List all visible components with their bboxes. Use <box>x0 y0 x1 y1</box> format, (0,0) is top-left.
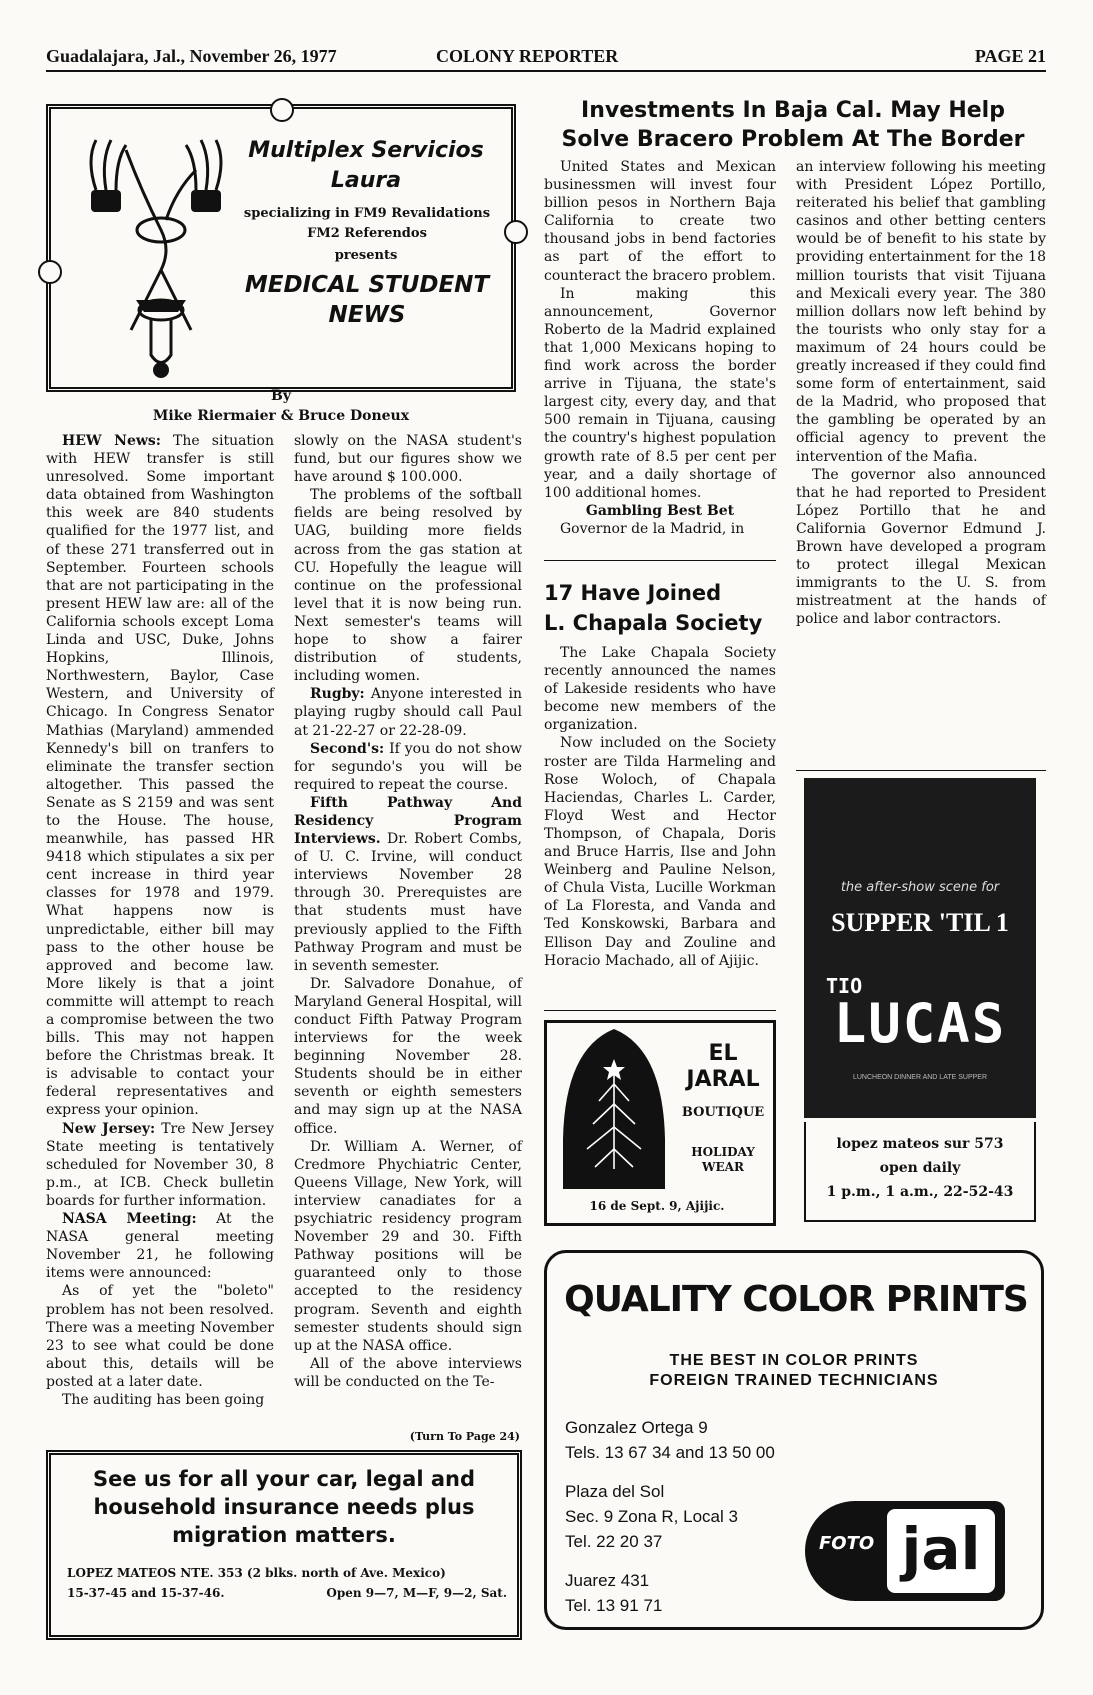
text: At the NASA general meeting November 21, he following items were announced: <box>46 1211 274 1282</box>
jaral-name-line1: EL <box>708 1041 738 1066</box>
lead: Fifth Pathway And Residency Program Interviews. <box>294 794 522 848</box>
jaral-wear-line2: WEAR <box>702 1160 744 1174</box>
lucas-hours: 1 p.m., 1 a.m., 22-52-43 <box>826 1184 1014 1200</box>
lead: HEW News: <box>62 433 161 449</box>
newspaper-name: COLONY REPORTER <box>436 46 619 66</box>
ad-news-line1: MEDICAL STUDENT <box>244 272 490 298</box>
qcp-loc1-phone: Tels. 13 67 34 and 13 50 00 <box>565 1443 775 1462</box>
header-rule <box>46 70 1046 72</box>
text: The situation with HEW transfer is still unresolved. Some important data obtained from Washington this week are 840 students qualified for the 1977 list, and of these 271 transferred out in September. Fourteen schools that are not participating in the present HEW law are: all of the California schools except Loma Linda and USC, Duke, Johns Hopkins, Illinois, Northwestern, Baylor, Case Western, and University of Chicago. In Congress Senator Mathias (Maryland) ammended Kennedy's bill on tranfers to eliminate the transfer section altogether. This passed the Senate as S 2159 and was sent to the House. The house, meanwhile, has passed HR 9418 which stipulates a six per cent increase in third year classes for 1978 and 1979. What happens now is unpredictable, either bill may pass to the other house be approved and become law. More likely is that a joint committe will attempt to reach a compromise between the two bills. This may not happen before the Christmas break. It is advisable to contact your federal representatives and express your opinion. <box>46 433 274 1119</box>
ornament-top-icon <box>270 98 294 122</box>
divider <box>796 770 1046 771</box>
insurance-address: LOPEZ MATEOS NTE. 353 (2 blks. north of Ave. Mexico) <box>67 1566 446 1580</box>
foto-jal-logo-icon <box>805 1501 1005 1601</box>
para-program <box>796 466 1046 629</box>
insurance-line3: migration matters. <box>172 1523 396 1547</box>
qcp-loc2-address: Sec. 9 Zona R, Local 3 <box>565 1507 738 1526</box>
insurance-hours: Open 9—7, M—F, 9—2, Sat. <box>326 1586 507 1600</box>
page-header <box>46 46 1046 72</box>
ad-news-title <box>242 270 492 330</box>
insurance-headline <box>51 1465 517 1549</box>
text: If you do not show for segundo's you will be required to repeat the course. <box>294 740 522 793</box>
lucas-address: lopez mateos sur 573 <box>836 1136 1004 1152</box>
lead: NASA Meeting: <box>62 1211 197 1228</box>
lucas-name: LUCAS <box>833 992 1007 1055</box>
para-announcement <box>544 285 776 502</box>
ornament-left-icon <box>38 260 62 284</box>
qcp-loc2-phone: Tel. 22 20 37 <box>565 1532 663 1551</box>
qcp-brand: QUALITY COLOR PRINTS <box>564 1279 1028 1320</box>
multiplex-ad <box>46 100 516 392</box>
text: In making this announcement, Governor Roberto de la Madrid explained that 1,000 Mexicans hoping to find work across the border arrive in Tijuana, the state's largest city, every day, and that 500 remain in Tijuana, causing the country's highest population growth rate of 8.5 per cent per year, and a daily shortage of 100 additional homes. <box>544 285 776 501</box>
byline-authors: Mike Riermaier & Bruce Doneux <box>152 408 410 424</box>
para-softball <box>294 486 522 685</box>
text: Now included on the Society roster are Tilda Harmeling and Rose Woloch, of Chapala Haciendas, Charles L. Carder, Floyd West and Hector Thompson, of Chapala, Doris and Bruce Harris, Ilse and John Weinberg and Pauline Nelson, of Chula Vista, Lucille Workman of La Floresta, and Vanda and Ted Konskowski, Barbara and Ellison Day and Zouline and Horacio Machado, all of Ajijic. <box>544 735 776 969</box>
insurance-phones: 15-37-45 and 15-37-46. <box>67 1586 225 1600</box>
divider <box>544 1010 776 1011</box>
jaral-address: 16 de Sept. 9, Ajijic. <box>589 1199 725 1213</box>
divider <box>544 560 776 561</box>
lead: Rugby: <box>310 686 365 703</box>
para-nasa <box>46 1210 274 1282</box>
text: Anyone interested in playing rugby should call Paul at 21-22-27 or 22-28-09. <box>294 686 522 739</box>
medical-news-col2 <box>294 432 522 1391</box>
ad-specialty-line2: FM2 Referendos <box>307 226 427 241</box>
text: an interview following his meeting with President López Portillo, reiterated his belief that gambling casinos and other betting centers would be of benefit to his state by providing entertainment for the 18 million tourists that visit Tijuana and Mexicali every year. The 380 million dollars now left behind by the tourists who only stay for a maximum of 24 hours could be greatly increased if they could find some form of entertainment, said de la Madrid, who proposed that the gambling be operated by an official agency to prevent the intervention of the Mafia. <box>796 159 1046 465</box>
baja-headline <box>540 96 1046 154</box>
text: Dr. William A. Werner, of Credmore Phychiatric Center, Queens Village, New York, will interview canadiates for a psychiatric residency program November 29 and 30. Fifth Pathway positions will be guaranteed only to those accepted to the residency program. Seventh and eighth semester students should sign up at the NASA office. <box>294 1138 522 1354</box>
jaral-name <box>673 1041 773 1093</box>
chapala-body <box>544 644 776 970</box>
jaral-wear-line1: HOLIDAY <box>691 1145 755 1159</box>
text: The auditing has been going <box>62 1391 265 1408</box>
ad-title-line2: Laura <box>330 168 402 193</box>
qcp-tagline-line1: THE BEST IN COLOR PRINTS <box>669 1352 919 1369</box>
text: All of the above interviews will be conducted on the Te- <box>294 1355 522 1390</box>
text: As of yet the "boleto" problem has not been resolved. There was a meeting November 23 to see what could be done about this, details will be posted at a later date. <box>46 1283 274 1390</box>
ad-specialty-line1: specializing in FM9 Revalidations <box>243 206 491 221</box>
para-invest <box>544 158 776 285</box>
lucas-strap: LUNCHEON DINNER AND LATE SUPPER <box>852 1074 988 1081</box>
quality-color-prints-ad <box>544 1250 1044 1630</box>
lucas-black-panel <box>804 778 1036 1118</box>
fleur-emblem-icon <box>66 130 256 380</box>
christmas-tree-icon <box>555 1029 673 1189</box>
spacer <box>565 1465 865 1479</box>
para-governor <box>544 520 776 538</box>
text: Dr. Robert Combs, of U. C. Irvine, will conduct interviews November 28 through 30. Prerequistes are that students must have previously applied to the Fifth Pathway Program and must be in seventh semester. <box>294 831 522 974</box>
logo-foto: FOTO <box>819 1533 875 1554</box>
text: The Lake Chapala Society recently announced the names of Lakeside residents who have become new members of the organization. <box>544 645 776 734</box>
text: Governor de la Madrid, in <box>560 520 745 537</box>
insurance-ad <box>46 1450 522 1640</box>
logo-jal: jal <box>887 1509 995 1593</box>
para-above <box>294 1355 522 1391</box>
qcp-loc3-address: Juarez 431 <box>565 1571 650 1590</box>
baja-headline-line2: Solve Bracero Problem At The Border <box>561 127 1025 152</box>
jaral-name-line2: JARAL <box>686 1067 760 1092</box>
para-donahue <box>294 975 522 1138</box>
chapala-headline-line2: L. Chapala Society <box>544 611 763 635</box>
para-interview <box>796 158 1046 466</box>
text: Dr. Salvadore Donahue, of Maryland General Hospital, will conduct Fifth Patway Program interviews for the week beginning November 28. Students should be in either seventh or eighth semesters and may sign up at the NASA office. <box>294 975 522 1137</box>
medical-news-col1 <box>46 432 274 1409</box>
qcp-tagline <box>547 1351 1041 1391</box>
jaral-holiday-wear <box>673 1145 773 1175</box>
subhead-gambling <box>544 502 776 520</box>
chapala-headline <box>544 578 776 638</box>
baja-col-b <box>796 158 1046 628</box>
ad-specialty <box>226 204 508 244</box>
jaral-boutique: BOUTIQUE <box>681 1105 765 1120</box>
para-hew <box>46 432 274 1120</box>
lucas-tio: TIO <box>826 974 863 998</box>
byline-by: By <box>271 388 291 404</box>
para-seconds <box>294 740 522 794</box>
baja-headline-line1: Investments In Baja Cal. May Help <box>581 98 1005 123</box>
lucas-info-box <box>804 1122 1036 1222</box>
insurance-line2: household insurance needs plus <box>93 1495 475 1519</box>
text: slowly on the NASA student's fund, but our figures show we have around $ 100.000. <box>294 433 522 486</box>
ad-news-line2: NEWS <box>328 302 406 328</box>
text: The governor also announced that he had reported to President López Portillo that he and California Governor Edmund J. Brown have developed a program to protect illegal Mexican immigrants to the U. S. from mistreatment at the hands of police and labor contractors. <box>796 466 1046 628</box>
lead: Second's: <box>310 740 385 757</box>
ad-title-line1: Multiplex Servicios <box>248 138 484 163</box>
turn-to-page: (Turn To Page 24) <box>409 1430 520 1443</box>
para-fifth-pathway <box>294 794 522 975</box>
insurance-address-block <box>67 1563 507 1603</box>
para-society <box>544 644 776 734</box>
baja-col-a <box>544 158 776 538</box>
text: Tre New Jersey State meeting is tentatively scheduled for November 30, 8 p.m., at ICB. Check bulletin boards for further information. <box>46 1120 274 1209</box>
para-rugby <box>294 685 522 739</box>
qcp-loc3-phone: Tel. 13 91 71 <box>565 1596 663 1615</box>
lucas-tagline: the after-show scene for <box>840 880 1000 895</box>
ad-title <box>246 136 486 196</box>
para-werner <box>294 1138 522 1355</box>
tio-lucas-ad <box>796 778 1046 1200</box>
para-roster <box>544 734 776 969</box>
page-number: PAGE 21 <box>974 46 1046 66</box>
qcp-loc2-name: Plaza del Sol <box>565 1482 665 1501</box>
chapala-headline-line1: 17 Have Joined <box>544 581 722 605</box>
text: The problems of the softball fields are being resolved by UAG, building more fields across from the gas station at CU. Hopefully the league will continue on the professional level that it is now being run. Next semester's teams will hope to show a fairer distribution of students, including women. <box>294 487 522 685</box>
lucas-supper: SUPPER 'TIL 1 <box>831 908 1009 937</box>
para-new-jersey <box>46 1120 274 1210</box>
insurance-line1: See us for all your car, legal and <box>92 1467 475 1491</box>
el-jaral-ad <box>544 1020 776 1226</box>
lucas-open: open daily <box>879 1160 961 1176</box>
qcp-tagline-line2: FOREIGN TRAINED TECHNICIANS <box>649 1372 939 1389</box>
text: Gambling Best Bet <box>585 502 735 519</box>
dateline: Guadalajara, Jal., November 26, 1977 <box>46 46 337 66</box>
para-boleto <box>46 1282 274 1391</box>
qcp-loc1-address: Gonzalez Ortega 9 <box>565 1418 708 1437</box>
insurance-contact-row <box>67 1583 507 1603</box>
para-auditing <box>46 1391 274 1409</box>
ad-presents: presents <box>334 248 398 263</box>
text: United States and Mexican businessmen will invest four billion pesos in Northern Baja California to create two thousand jobs in bend factories as part of the effort to counteract the bracero problem. <box>544 159 776 284</box>
lead: New Jersey: <box>62 1120 156 1137</box>
para-fund <box>294 432 522 486</box>
